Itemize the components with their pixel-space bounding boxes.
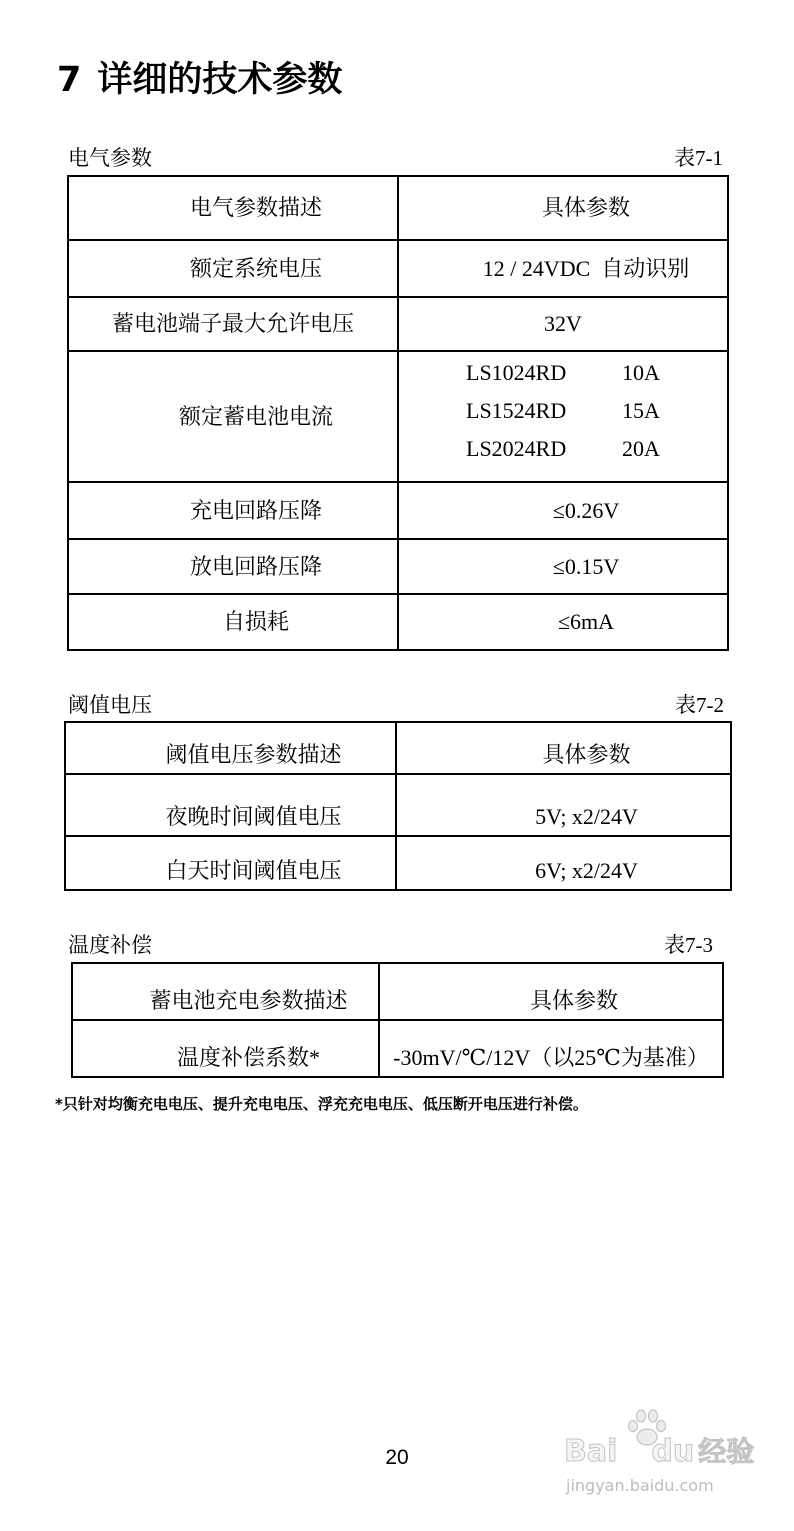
model-name: LS1024RD xyxy=(466,360,567,385)
row-label: 放电回路压降 xyxy=(68,539,398,594)
table-row xyxy=(68,594,728,650)
baidu-jingyan-watermark xyxy=(560,1408,755,1504)
table-row xyxy=(72,1020,723,1077)
section-title: 详细的技术参数 xyxy=(97,60,343,100)
table-row xyxy=(68,539,728,594)
table-header-row xyxy=(68,176,728,240)
table-row xyxy=(68,482,728,539)
row-value: ≤0.15V xyxy=(398,539,728,594)
table-caption: 电气参数 xyxy=(68,146,152,170)
table-header-row xyxy=(65,722,731,774)
header-value: 具体参数 xyxy=(379,963,723,1020)
row-value: ≤0.26V xyxy=(398,482,728,539)
table-7-3-caption-row xyxy=(68,933,713,957)
row-value-models xyxy=(398,351,728,482)
watermark-url: jingyan.baidu.com xyxy=(566,1476,714,1495)
row-value: 12 / 24VDC 自动识别 xyxy=(398,240,728,297)
table-number: 表7-3 xyxy=(664,933,713,957)
row-label: 自损耗 xyxy=(68,594,398,650)
table-row xyxy=(68,297,728,351)
model-name: LS1524RD xyxy=(466,398,567,423)
table-row xyxy=(65,774,731,836)
temperature-compensation-table xyxy=(71,962,724,1078)
row-label: 额定系统电压 xyxy=(68,240,398,297)
section-number: 7 xyxy=(57,60,82,100)
header-description: 阈值电压参数描述 xyxy=(65,722,396,774)
table-7-1-caption-row xyxy=(68,146,723,170)
table-caption: 温度补偿 xyxy=(68,933,152,957)
row-value: ≤6mA xyxy=(398,594,728,650)
header-description: 电气参数描述 xyxy=(68,176,398,240)
table-caption: 阈值电压 xyxy=(68,693,152,717)
page-number: 20 xyxy=(385,1446,409,1469)
model-current: 15A xyxy=(622,398,660,423)
table-7-2-caption-row xyxy=(68,693,724,717)
model-current: 10A xyxy=(622,360,660,385)
table-number: 表7-2 xyxy=(675,693,724,717)
model-line xyxy=(466,430,727,468)
model-name: LS2024RD xyxy=(466,436,567,461)
row-value: 32V xyxy=(398,297,728,351)
footnote: *只针对均衡充电电压、提升充电电压、浮充充电电压、低压断开电压进行补偿。 xyxy=(55,1095,588,1113)
table-row xyxy=(68,240,728,297)
row-value: 6V; x2/24V xyxy=(396,836,731,890)
row-label: 温度补偿系数* xyxy=(72,1020,379,1077)
row-label: 充电回路压降 xyxy=(68,482,398,539)
row-value: 5V; x2/24V xyxy=(396,774,731,836)
model-line xyxy=(466,392,727,430)
table-header-row xyxy=(72,963,723,1020)
header-description: 蓄电池充电参数描述 xyxy=(72,963,379,1020)
table-row xyxy=(68,351,728,482)
table-row xyxy=(65,836,731,890)
watermark-brand xyxy=(564,1432,754,1472)
table-number: 表7-1 xyxy=(674,146,723,170)
row-label: 额定蓄电池电流 xyxy=(68,351,398,482)
model-line xyxy=(466,354,727,392)
header-value: 具体参数 xyxy=(396,722,731,774)
row-label: 蓄电池端子最大允许电压 xyxy=(68,297,398,351)
threshold-voltage-table xyxy=(64,721,732,891)
watermark-brand-part: du xyxy=(651,1434,695,1469)
electrical-parameters-table xyxy=(67,175,729,651)
section-heading xyxy=(57,59,342,101)
watermark-brand-cn: 经验 xyxy=(698,1435,755,1468)
model-current: 20A xyxy=(622,436,660,461)
row-value: -30mV/℃/12V（以25℃为基准） xyxy=(379,1020,723,1077)
header-value: 具体参数 xyxy=(398,176,728,240)
watermark-brand-part: Bai xyxy=(564,1434,618,1469)
row-label: 夜晚时间阈值电压 xyxy=(65,774,396,836)
row-label: 白天时间阈值电压 xyxy=(65,836,396,890)
